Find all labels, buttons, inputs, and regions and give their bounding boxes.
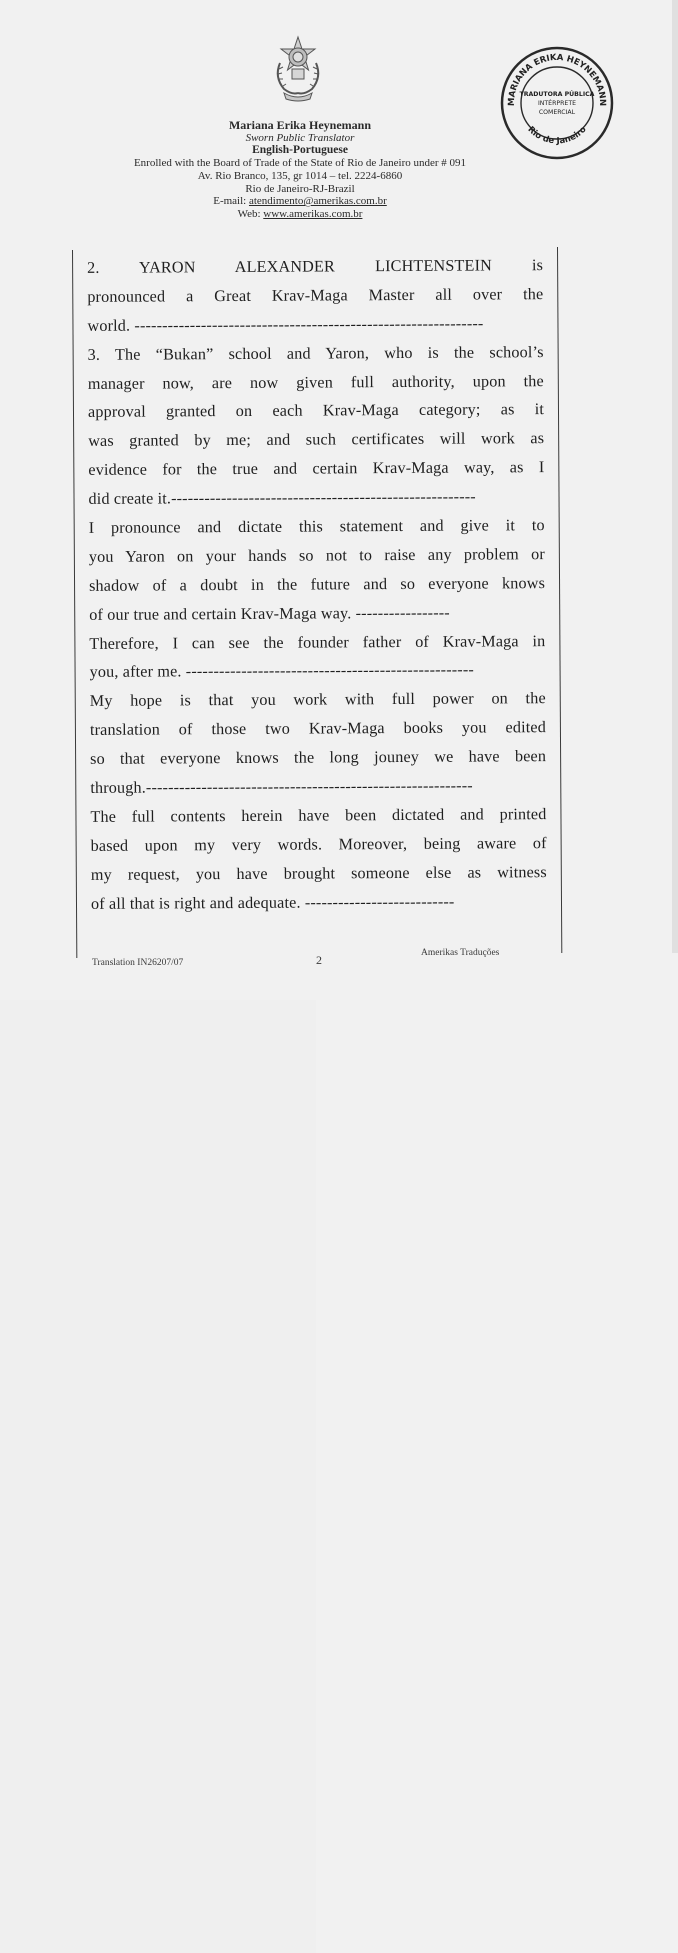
seal-line-1: TRADUTORA PÚBLICA	[519, 91, 595, 98]
body-line: Therefore, I can see the founder father of Krav-Maga in	[89, 631, 546, 653]
translation-body	[87, 251, 547, 918]
body-line: of our true and certain Krav-Maga way. -----------------	[89, 603, 450, 624]
web-link[interactable]: www.amerikas.com.br	[263, 207, 363, 220]
translation-number: Translation IN26207/07	[92, 958, 184, 968]
body-line: you, after me. ----------------------------------------------------	[89, 661, 474, 682]
body-line: I pronounce and dictate this statement and give it to	[88, 516, 545, 537]
seal-line-3: COMERCIAL	[538, 109, 576, 116]
translator-languages: English-Portuguese	[252, 144, 348, 157]
seal-bottom-text: Rio de Janeiro	[525, 124, 589, 147]
body-line: evidence for the true and certain Krav-Maga way, as I	[88, 458, 545, 480]
body-line: based upon my very words. Moreover, being aware of	[90, 833, 547, 855]
web-label: Web:	[237, 207, 264, 220]
web-line	[100, 208, 500, 221]
translator-name: Mariana Erika Heynemann	[228, 118, 371, 132]
body-line: The full contents herein have been dictated and printed	[90, 805, 547, 826]
body-line: of all that is right and adequate. ---------------------------	[90, 892, 455, 913]
body-line: pronounced a Great Krav-Maga Master all over the	[87, 285, 544, 306]
company-name: Amerikas Traduções	[421, 948, 500, 958]
body-line: you Yaron on your hands so not to raise any problem or	[88, 545, 545, 566]
body-line: world. ---------------------------------------------------------------	[87, 314, 484, 335]
seal-ring-text: MARIANA ERIKA HEYNEMANN	[506, 52, 608, 107]
body-line: 3. The “Bukan” school and Yaron, who is the school’s	[87, 342, 544, 364]
page-number: 2	[316, 953, 678, 1953]
body-line: approval granted on each Krav-Maga category; as it	[87, 400, 545, 422]
body-line: shadow of a doubt in the future and so everyone knows	[88, 573, 546, 595]
coat-of-arms-icon	[266, 33, 330, 103]
body-line: through.-----------------------------------------------------------	[90, 776, 473, 797]
address-line: Av. Rio Branco, 135, gr 1014 – tel. 2224-6860	[197, 169, 403, 182]
enrollment-line: Enrolled with the Board of Trade of the State of Rio de Janeiro under # 091	[133, 157, 467, 170]
body-line: so that everyone knows the long jouney we have been	[90, 747, 547, 769]
body-line: translation of those two Krav-Maga books you edited	[89, 718, 546, 740]
body-line: My hope is that you work with full power on the	[89, 689, 546, 711]
seal-line-2: INTÉRPRETE	[537, 100, 577, 107]
city-line: Rio de Janeiro-RJ-Brazil	[245, 182, 355, 195]
svg-text:Rio de Janeiro	[525, 125, 588, 147]
translator-role: Sworn Public Translator	[245, 131, 355, 144]
translation-text-box	[72, 247, 562, 958]
translator-stamp-icon	[498, 44, 616, 162]
body-line: 2. YARON ALEXANDER LICHTENSTEIN is	[87, 256, 544, 277]
email-label: E-mail:	[213, 195, 249, 208]
body-line: manager now, are now given full authority, upon the	[87, 371, 544, 393]
body-line: was granted by me; and such certificates will work as	[88, 429, 545, 451]
email-line	[100, 195, 500, 208]
page-edge	[672, 0, 678, 1000]
email-link[interactable]: atendimento@amerikas.com.br	[248, 195, 387, 208]
letterhead	[100, 119, 500, 221]
body-line: my request, you have brought someone else as witness	[90, 862, 547, 884]
body-line: did create it.-------------------------------------------------------	[88, 487, 476, 509]
